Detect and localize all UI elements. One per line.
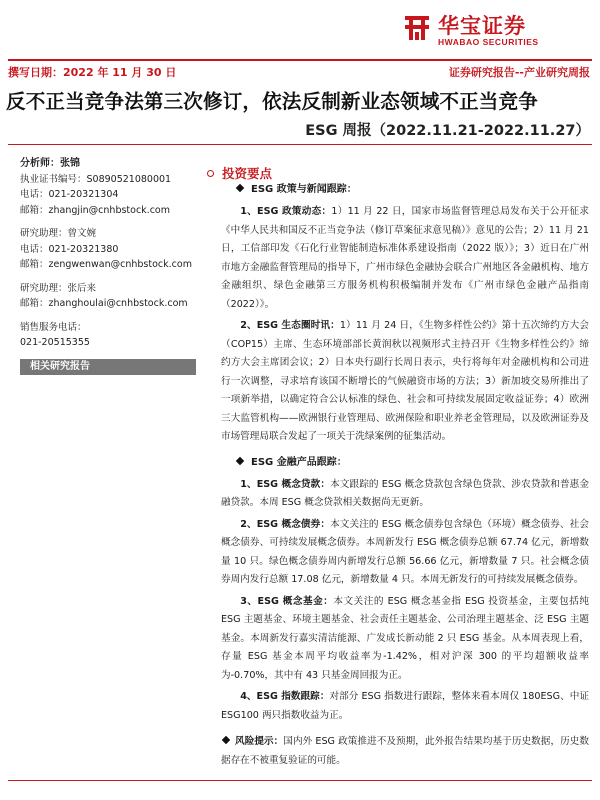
brand-logo (402, 10, 592, 50)
paragraph: 2、ESG 生态圈时讯：1）11 月 24 日，《生物多样性公约》第十五次缔约方大会（COP15）主席、生态环境部部长黄润秋以视频形式主持召开《生物多样性公约》缔约方大会主席团会议；2）日本央行副行长周日表示，央行将每年对金融机构和公司进行一次调整，寻求培育该国不断增长的气候融资市场的方法；3）新加坡交易所推出了一项新举措，以确定符合公认标准的绿色、社会和可持续发展固定收益证券；4）欧洲三大监管机构——欧洲银行业管理局、欧洲保险和职业养老金管理局，以及欧洲证券及市场管理局联合发起了一项关于洗绿案例的征集活动。 (221, 320, 589, 442)
assistant-name: 研究助理：张后来 (20, 282, 97, 294)
highlights-body (221, 183, 589, 773)
assistant-phone: 电话：021-20321380 (20, 243, 119, 255)
hwabao-logo-icon (402, 12, 432, 42)
brand-name-en: HWABAO SECURITIES (438, 37, 539, 47)
analyst-name: 分析师：张锦 (20, 158, 80, 169)
diamond-bullet-icon (236, 456, 244, 464)
circle-bullet-icon (207, 170, 214, 177)
paragraph: 2、ESG 概念债券：本文关注的 ESG 概念债券包含绿色（环境）概念债券、社会概念债券、可持续发展概念债券。本周新发行 ESG 概念债券总额 67.74 亿元，新增数量 10 只。绿色概念债券周内新增发行总额 56.66 亿元，新增数量 7 只。社会概念债券周内发行总额 17.08 亿元，新增数量 4 只。本周无新发行的可持续发展概念债券。 (221, 518, 589, 585)
analyst-email[interactable]: 邮箱：zhangjin@cnhbstock.com (20, 204, 170, 216)
diamond-bullet-icon (236, 184, 244, 192)
paragraph: 1、ESG 政策动态：1）11 月 22 日，国家市场监督管理总局发布关于公开征求《中华人民共和国反不正当竞争法（修订草案征求意见稿）》意见的公告；2）11 月 21 日，工信部印发《石化行业智能制造标准体系建设指南（2022 版）》；3）近日在广州市地方金融监督管理局的指导下，广州市绿色金融协会联合广州地区各金融机构、地方金融组织、绿色金融第三方服务机构积极编制并发布《广州市绿色金融产品指南（2022）》。 (221, 206, 589, 310)
report-title: 反不正当竞争法第三次修订，依法反制新业态领域不正当竞争 (6, 90, 538, 113)
analyst-sidebar (20, 156, 195, 375)
section-heading: ESG 政策与新闻跟踪： (237, 183, 589, 197)
report-category: 证券研究报告--产业研究周报 (448, 66, 590, 79)
diamond-bullet-icon (222, 736, 230, 744)
brand-name-cn: 华宝证券 (438, 14, 526, 38)
title-rule (8, 144, 592, 145)
footer-rule (8, 780, 592, 781)
assistant-name: 研究助理：曾文婉 (20, 228, 97, 239)
paragraph: 1、ESG 概念贷款：本文跟踪的 ESG 概念贷款包含绿色贷款、涉农贷款和普惠金融贷款。本周 ESG 概念贷款相关数据尚无更新。 (221, 478, 589, 508)
section-heading: ESG 金融产品跟踪： (237, 456, 589, 470)
assistant-email[interactable]: 邮箱：zengwenwan@cnhbstock.com (20, 259, 192, 270)
risk-warning: 风险提示：国内外 ESG 政策推进不及预期，此外报告结果均基于历史数据，历史数据存在不被重复验证的可能。 (221, 736, 590, 766)
highlights-title: 投资要点 (222, 166, 273, 181)
analyst-phone: 电话：021-20321304 (20, 189, 119, 200)
assistant-email[interactable]: 邮箱：zhanghoulai@cnhbstock.com (20, 298, 188, 309)
header-rule (8, 59, 592, 61)
report-date: 撰写日期：2022 年 11 月 30 日 (8, 66, 177, 79)
report-subtitle: ESG 周报（2022.11.21-2022.11.27） (305, 123, 590, 139)
sales-phone-label: 销售服务电话： (20, 321, 87, 333)
highlights-heading (207, 164, 272, 182)
analyst-certificate: 执业证书编号：S0890521080001 (20, 173, 172, 185)
paragraph: 3、ESG 概念基金：本文关注的 ESG 概念基金指 ESG 投资基金，主要包括纯 ESG 主题基金、环境主题基金、社会责任主题基金、公司治理主题基金、泛 ESG 主题基金。本周新发行嘉实清洁能源、广发成长新动能 2 只 ESG 基金。从本周表现上看，存量 ESG 基金本周平均收益率为-1.42%，相对沪深 300 的平均超额收益率为-0.70%，其中有 43 只基金周回报为正。 (221, 595, 589, 681)
sales-phone: 021-20515355 (20, 337, 90, 348)
paragraph: 4、ESG 指数跟踪：对部分 ESG 指数进行跟踪，整体来看本周仅 180ESG、中证 ESG100 两只指数收益为正。 (221, 691, 589, 721)
related-reports-heading: 相关研究报告 (20, 359, 196, 375)
